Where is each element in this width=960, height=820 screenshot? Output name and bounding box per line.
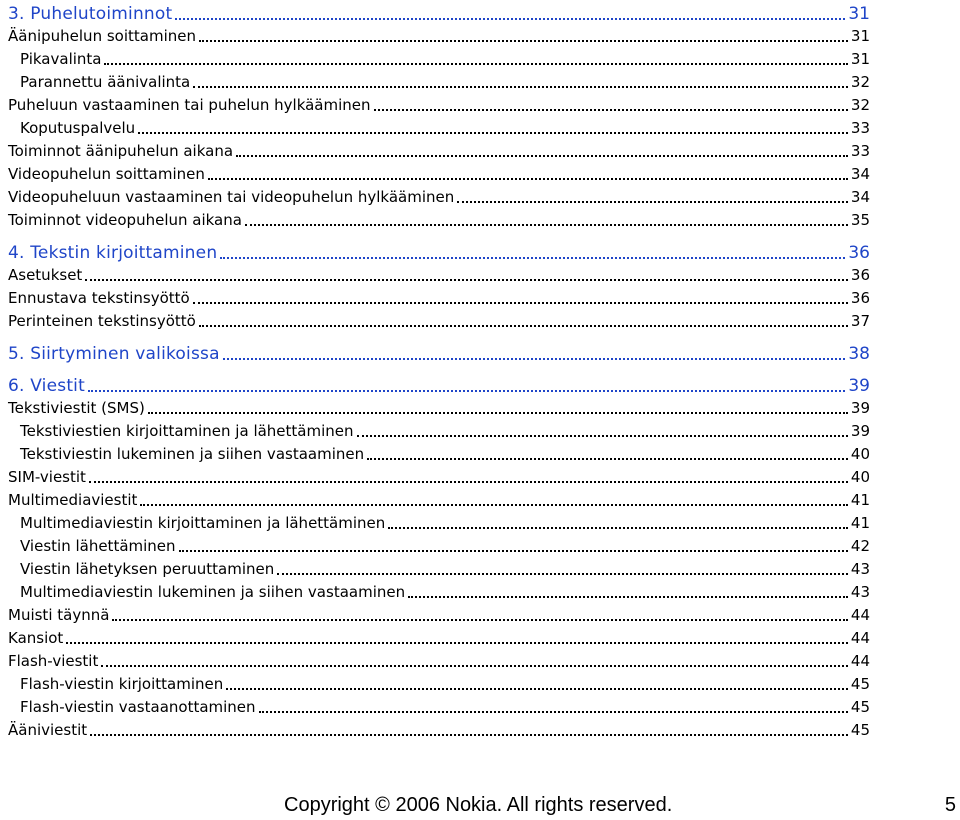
toc-entry-title: SIM-viestit <box>8 468 86 486</box>
toc-entry-page: 43 <box>850 560 870 578</box>
dot-leader <box>259 710 848 713</box>
toc-entry[interactable] <box>8 696 870 719</box>
toc-entry[interactable] <box>8 186 870 209</box>
toc-entry-page: 35 <box>850 211 870 229</box>
toc-entry-title: Puheluun vastaaminen tai puhelun hylkääminen <box>8 96 371 114</box>
dot-leader <box>140 503 848 506</box>
toc-entry-title: 6. Viestit <box>8 376 85 396</box>
toc-entry-title: Flash-viestit <box>8 652 99 670</box>
toc-entry-page: 44 <box>850 652 870 670</box>
toc-entry-page: 39 <box>848 376 870 396</box>
dot-leader <box>148 411 848 414</box>
toc-entry-page: 33 <box>850 142 870 160</box>
toc-entry[interactable] <box>8 25 870 48</box>
toc-entry-title: Multimediaviestin lukeminen ja siihen vastaaminen <box>20 583 406 601</box>
toc-entry[interactable] <box>8 719 870 742</box>
toc-entry-title: Tekstiviestit (SMS) <box>8 399 145 417</box>
toc-entry-title: Tekstiviestien kirjoittaminen ja lähettäminen <box>20 422 354 440</box>
toc-entry-page: 40 <box>850 468 870 486</box>
dot-leader <box>388 526 848 529</box>
toc-entry-title: Pikavalinta <box>20 50 102 68</box>
toc-entry[interactable] <box>8 397 870 420</box>
toc-entry-page: 31 <box>850 50 870 68</box>
toc-entry[interactable] <box>8 94 870 117</box>
toc-entry-title: Asetukset <box>8 266 83 284</box>
toc-entry-page: 38 <box>848 344 870 364</box>
toc-entry-title: Viestin lähetyksen peruuttaminen <box>20 560 275 578</box>
dot-leader <box>138 131 848 134</box>
toc-entry-page: 42 <box>850 537 870 555</box>
dot-leader <box>112 618 848 621</box>
toc-section-heading[interactable] <box>8 242 870 264</box>
toc-entry[interactable] <box>8 420 870 443</box>
dot-leader <box>199 324 848 327</box>
toc-entry[interactable] <box>8 650 870 673</box>
toc-entry-page: 36 <box>850 266 870 284</box>
toc-entry[interactable] <box>8 466 870 489</box>
toc-entry-page: 44 <box>850 629 870 647</box>
toc-entry-title: Videopuheluun vastaaminen tai videopuhelun hylkääminen <box>8 188 455 206</box>
dot-leader <box>193 85 848 88</box>
dot-leader <box>85 278 848 281</box>
toc-entry-page: 40 <box>850 445 870 463</box>
toc-entry-title: Multimediaviestit <box>8 491 138 509</box>
dot-leader <box>277 572 848 575</box>
toc-entry-title: Flash-viestin kirjoittaminen <box>20 675 224 693</box>
toc-entry-title: Muisti täynnä <box>8 606 110 624</box>
toc-entry-page: 31 <box>848 4 870 24</box>
toc-entry[interactable] <box>8 140 870 163</box>
toc-entry-title: Ennustava tekstinsyöttö <box>8 289 190 307</box>
toc-entry[interactable] <box>8 163 870 186</box>
toc-entry[interactable] <box>8 209 870 232</box>
toc-entry[interactable] <box>8 71 870 94</box>
toc-entry-title: Kansiot <box>8 629 64 647</box>
toc-entry-title: Videopuhelun soittaminen <box>8 165 205 183</box>
toc-entry[interactable] <box>8 535 870 558</box>
toc-entry-title: Äänipuhelun soittaminen <box>8 27 196 45</box>
toc-entry-title: Parannettu äänivalinta <box>20 73 191 91</box>
toc-entry-page: 31 <box>850 27 870 45</box>
toc-entry-title: 5. Siirtyminen valikoissa <box>8 344 220 364</box>
dot-leader <box>66 641 848 644</box>
toc-entry-page: 36 <box>850 289 870 307</box>
dot-leader <box>223 357 846 360</box>
toc-entry-page: 44 <box>850 606 870 624</box>
toc-entry[interactable] <box>8 627 870 650</box>
toc-section-heading[interactable] <box>8 343 870 365</box>
toc-entry[interactable] <box>8 558 870 581</box>
toc-entry-page: 32 <box>850 73 870 91</box>
dot-leader <box>226 687 848 690</box>
footer-page-number: 5 <box>944 794 956 816</box>
table-of-contents <box>8 3 870 742</box>
dot-leader <box>179 549 848 552</box>
toc-entry-page: 36 <box>848 243 870 263</box>
dot-leader <box>367 457 848 460</box>
dot-leader <box>104 62 847 65</box>
dot-leader <box>101 664 848 667</box>
toc-entry[interactable] <box>8 581 870 604</box>
dot-leader <box>175 17 845 20</box>
toc-entry[interactable] <box>8 604 870 627</box>
toc-entry-title: Koputuspalvelu <box>20 119 136 137</box>
toc-entry-title: 3. Puhelutoiminnot <box>8 4 173 24</box>
toc-entry[interactable] <box>8 264 870 287</box>
dot-leader <box>88 389 845 392</box>
toc-entry-page: 41 <box>850 514 870 532</box>
toc-entry-title: Toiminnot videopuhelun aikana <box>8 211 242 229</box>
dot-leader <box>193 301 848 304</box>
dot-leader <box>90 733 848 736</box>
toc-entry[interactable] <box>8 443 870 466</box>
toc-entry[interactable] <box>8 287 870 310</box>
toc-entry-page: 39 <box>850 422 870 440</box>
toc-entry-title: Tekstiviestin lukeminen ja siihen vastaaminen <box>20 445 365 463</box>
toc-entry[interactable] <box>8 310 870 333</box>
toc-entry-page: 39 <box>850 399 870 417</box>
dot-leader <box>245 223 848 226</box>
dot-leader <box>408 595 848 598</box>
dot-leader <box>357 434 848 437</box>
toc-entry-title: Multimediaviestin kirjoittaminen ja lähettäminen <box>20 514 386 532</box>
toc-entry-title: Viestin lähettäminen <box>20 537 176 555</box>
dot-leader <box>220 256 845 259</box>
toc-entry[interactable] <box>8 673 870 696</box>
toc-entry[interactable] <box>8 117 870 140</box>
toc-entry-title: Toiminnot äänipuhelun aikana <box>8 142 234 160</box>
toc-entry-page: 45 <box>850 698 870 716</box>
toc-entry-title: Ääniviestit <box>8 721 88 739</box>
dot-leader <box>457 200 848 203</box>
toc-entry[interactable] <box>8 489 870 512</box>
footer-copyright: Copyright © 2006 Nokia. All rights reserved. <box>284 794 673 816</box>
toc-section-heading[interactable] <box>8 375 870 397</box>
toc-entry-page: 45 <box>850 721 870 739</box>
toc-entry-page: 37 <box>850 312 870 330</box>
toc-entry-page: 43 <box>850 583 870 601</box>
toc-entry-title: Perinteinen tekstinsyöttö <box>8 312 196 330</box>
dot-leader <box>208 177 848 180</box>
toc-section-heading[interactable] <box>8 3 870 25</box>
dot-leader <box>89 480 848 483</box>
toc-entry-page: 45 <box>850 675 870 693</box>
toc-entry[interactable] <box>8 48 870 71</box>
dot-leader <box>199 39 848 42</box>
toc-entry-page: 32 <box>850 96 870 114</box>
toc-entry-title: Flash-viestin vastaanottaminen <box>20 698 256 716</box>
dot-leader <box>236 154 848 157</box>
toc-entry-page: 34 <box>850 165 870 183</box>
dot-leader <box>374 108 848 111</box>
toc-entry-page: 33 <box>850 119 870 137</box>
toc-entry-page: 34 <box>850 188 870 206</box>
toc-entry-page: 41 <box>850 491 870 509</box>
toc-entry-title: 4. Tekstin kirjoittaminen <box>8 243 218 263</box>
toc-entry[interactable] <box>8 512 870 535</box>
